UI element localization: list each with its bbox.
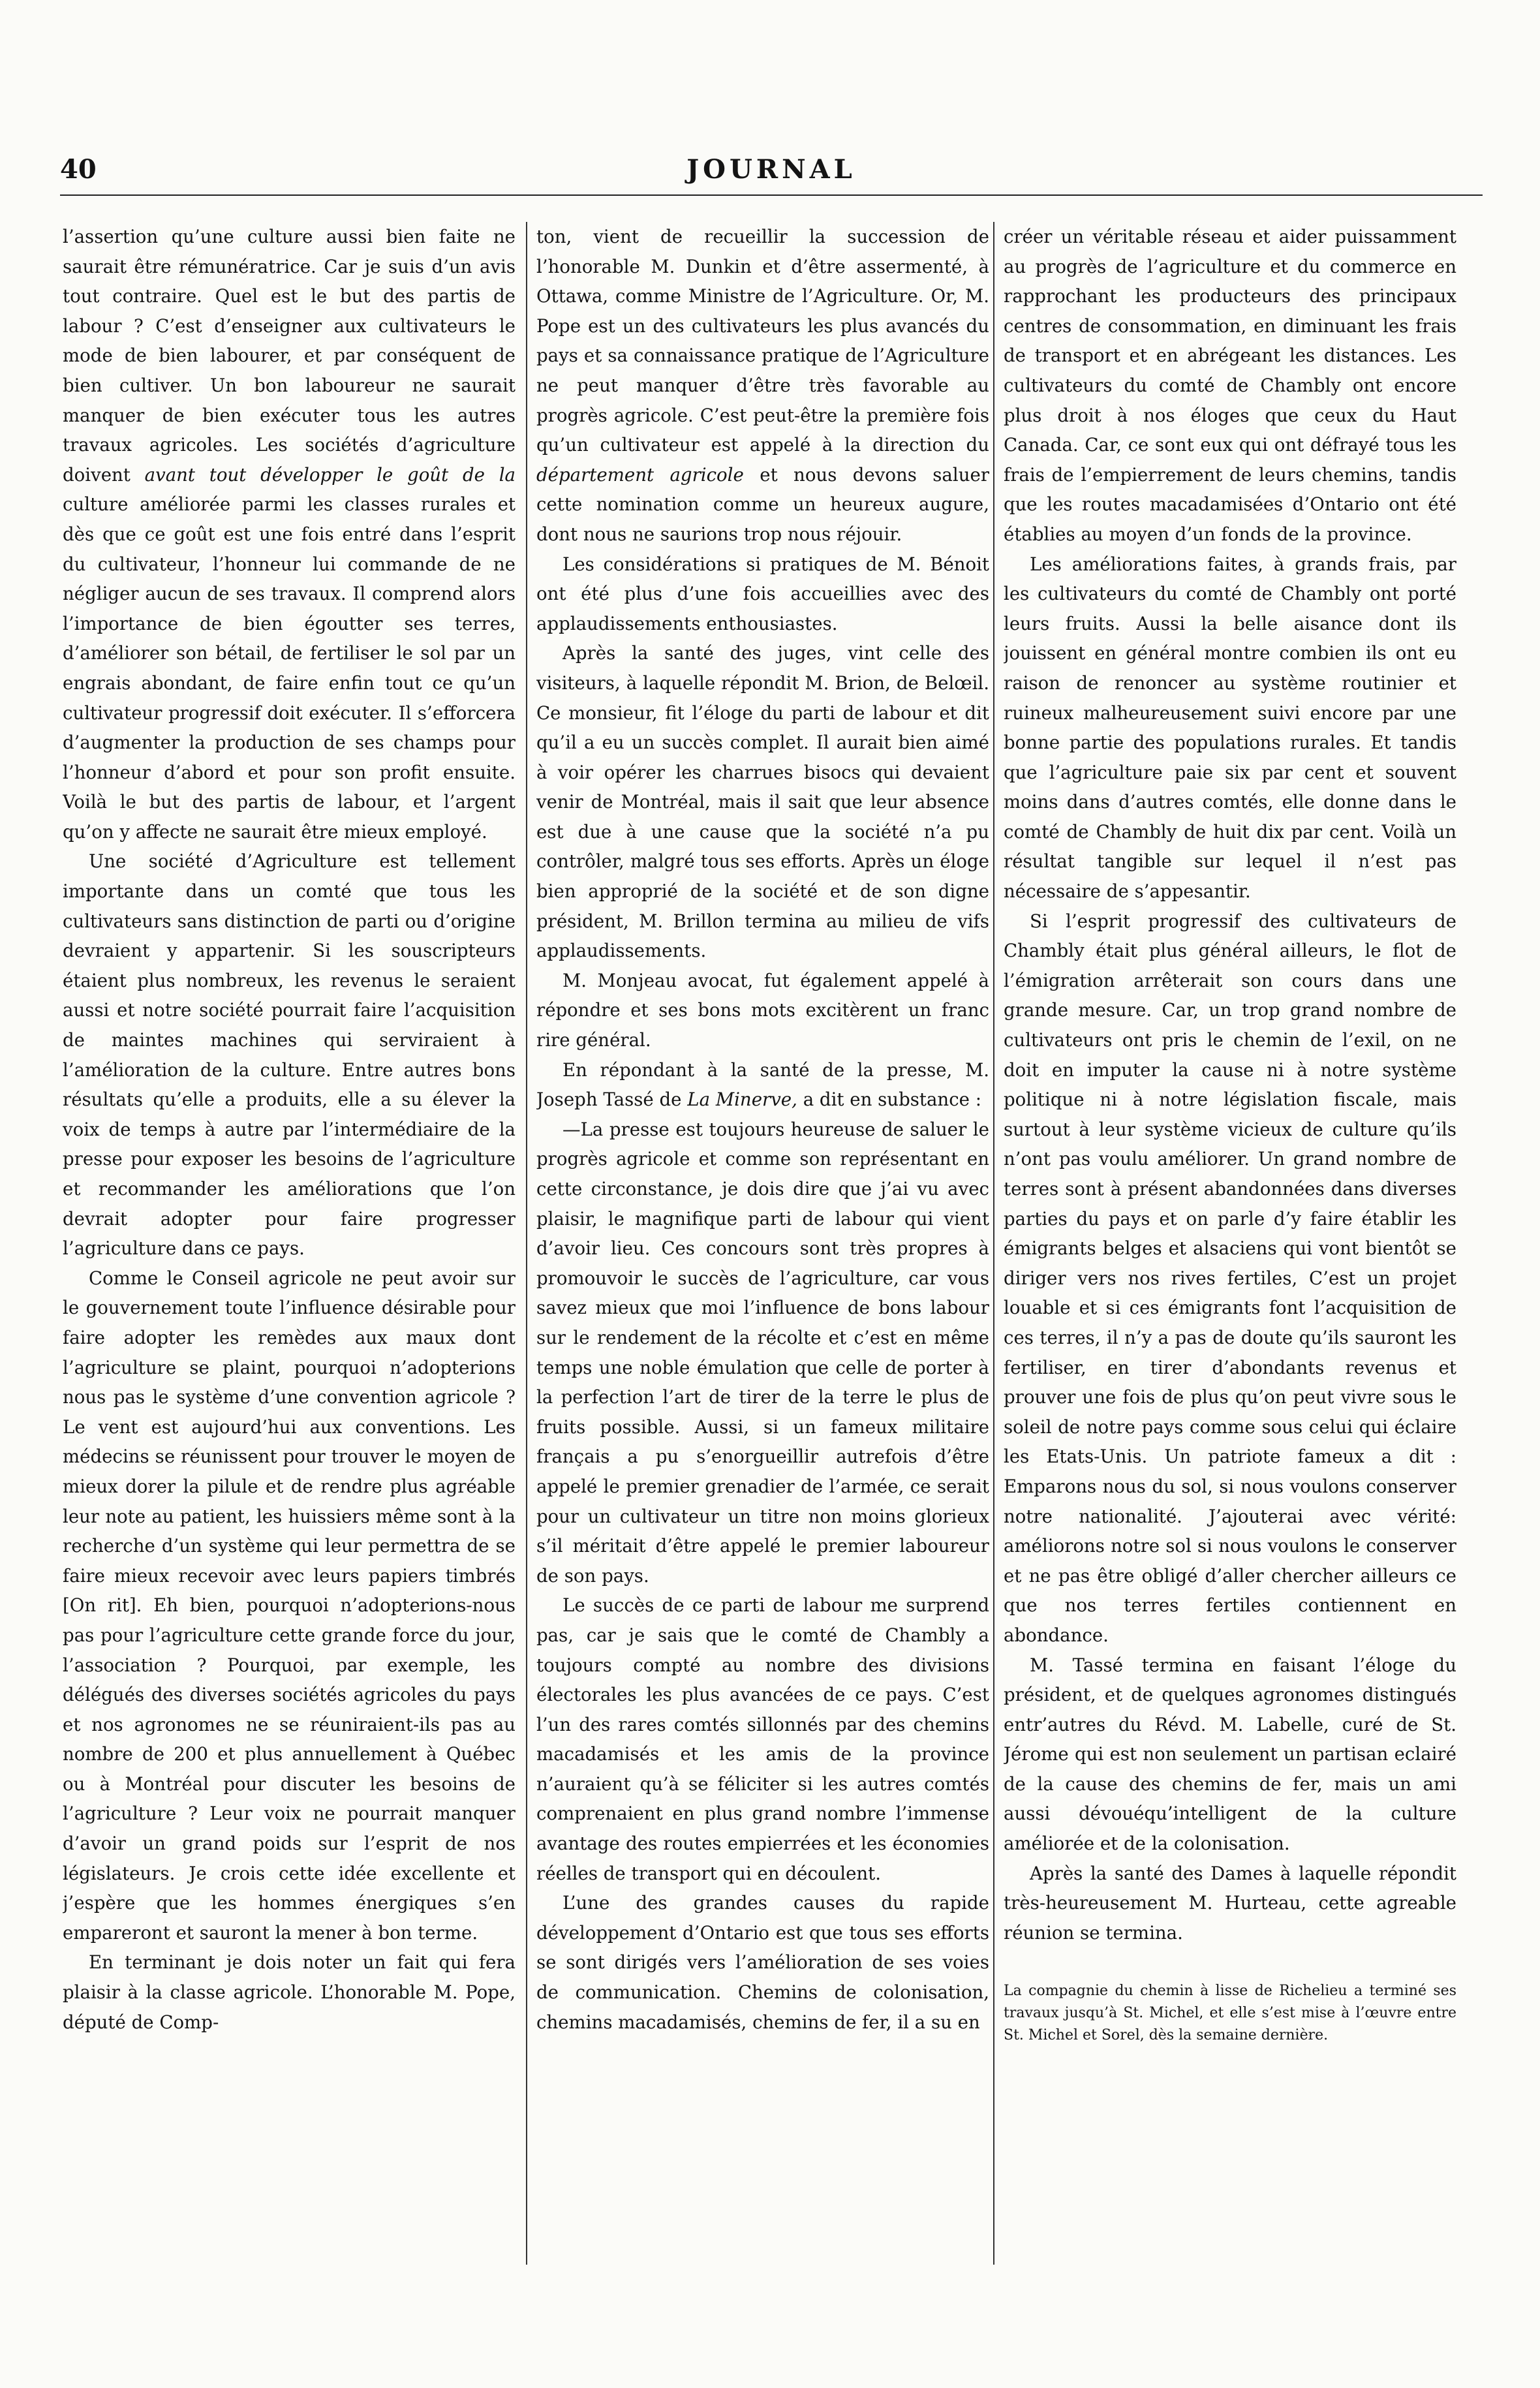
- paragraph: Comme le Conseil agricole ne peut avoir sur le gouvernement toute l’influence désirable pour faire adopter les remèdes aux maux dont l’agriculture se plaint, pourquoi n’adopterions nous pas le système d’une convention agricole ? Le vent est aujourd’hui aux conventions. Les médecins se réunissent pour trouver le moyen de mieux dorer la pilule et de rendre plus agréable leur note au patient, les huissiers même sont à la recherche d’un système qui leur permettra de se faire mieux recevoir avec leurs papiers timbrés [On rit]. Eh bien, pourquoi n’adopterions-nous pas pour l’agriculture cette grande force du jour, l’association ? Pourquoi, par exemple, les délégués des diverses sociétés agricoles du pays et nos agronomes ne se réuniraient-ils pas au nombre de 200 et plus annuellement à Québec ou à Montréal pour discuter les besoins de l’agriculture ? Leur voix ne pourrait manquer d’avoir un grand poids sur l’esprit de nos législateurs. Je crois cette idée excellente et j’espère que les hommes énergiques s’en empareront et sauront la mener à bon terme.: [63, 1267, 516, 1944]
- paragraph: L’une des grandes causes du rapide développement d’Ontario est que tous ses efforts se sont dirigés vers l’amélioration de ses voies de communication. Chemins de colonisation, chemins macadamisés, chemins de fer, il a su en: [536, 1892, 989, 2033]
- paragraph: Après la santé des juges, vint celle des visiteurs, à laquelle répondit M. Brion, de Belœil. Ce monsieur, fit l’éloge du parti de labour et dit qu’il a eu un succès complet. Il aurait bien aimé à voir opérer les charrues bisocs qui devaient venir de Montréal, mais il sait que leur absence est due à une cause que la société n’a pu contrôler, malgré tous ses efforts. Après un éloge bien approprié de la société et de son digne président, M. Brillon termina au milieu de vifs applaudissements.: [536, 642, 989, 962]
- paragraph: Après la santé des Dames à laquelle répondit très-heureusement M. Hurteau, cette agreable réunion se termina.: [1004, 1862, 1456, 1944]
- paragraph: Les considérations si pratiques de M. Bénoit ont été plus d’une fois accueillies avec des applaudissements enthousiastes.: [536, 553, 989, 634]
- paragraph: Les améliorations faites, à grands frais, par les cultivateurs du comté de Chambly ont porté leurs fruits. Aussi la belle aisance dont ils jouissent en général montre combien ils ont eu raison de renoncer au système routinier et ruineux malheureusement suivi encore par une bonne partie des populations rurales. Et tandis que l’agriculture paie six par cent et souvent moins dans d’autres comtés, elle donne dans le comté de Chambly de huit dix par cent. Voilà un résultat tangible sur lequel il n’est pas nécessaire de s’appesantir.: [1004, 553, 1456, 903]
- paragraph: M. Tassé termina en faisant l’éloge du président, et de quelques agronomes distingués entr’autres du Révd. M. Labelle, curé de St. Jérome qui est non seulement un partisan eclairé de la cause des chemins de fer, mais un ami aussi dévouéqu’intelligent de la culture améliorée et de la colonisation.: [1004, 1654, 1456, 1855]
- paragraph: M. Monjeau avocat, fut également appelé à répondre et ses bons mots excitèrent un franc rire général.: [536, 969, 989, 1051]
- paragraph: Le succès de ce parti de labour me surprend pas, car je sais que le comté de Chambly a toujours compté au nombre des divisions électorales les plus avancées de ce pays. C’est l’un des rares comtés sillonnés par des chemins macadamisés et les amis de la province n’auraient qu’à se féliciter si les autres comtés comprenaient en plus grand nombre l’immense avantage des routes empierrées et les économies réelles de transport qui en découlent.: [536, 1594, 989, 1884]
- paragraph: En terminant je dois noter un fait qui fera plaisir à la classe agricole. L’honorable M. Pope, député de Comp-: [63, 1951, 516, 2033]
- column-divider: [526, 222, 527, 2265]
- paragraph: ton, vient de recueillir la succession de l’honorable M. Dunkin et d’être assermenté, à Ottawa, comme Ministre de l’Agriculture. Or, M. Pope est un des cultivateurs les plus avancés du pays et sa connaissance pratique de l’Agriculture ne peut manquer d’être très favorable au progrès agricole. C’est peut-être la première fois qu’un cultivateur est appelé à la direction du département agricole et nous devons saluer cette nomination comme un heureux augure, dont nous ne saurions trop nous réjouir.: [536, 226, 989, 545]
- paragraph: Une société d’Agriculture est tellement importante dans un comté que tous les cultivateurs sans distinction de parti ou d’origine devraient y appartenir. Si les souscripteurs étaient plus nombreux, les revenus le seraient aussi et notre société pourrait faire l’acquisition de maintes machines qui serviraient à l’amélioration de la culture. Entre autres bons résultats qu’elle a produits, elle a su élever la voix de temps à autre par l’intermédiaire de la presse pour exposer les besoins de l’agriculture et recommander les améliorations que l’on devrait adopter pour faire progresser l’agriculture dans ce pays.: [63, 850, 516, 1260]
- news-note: La compagnie du chemin à lisse de Richelieu a terminé ses travaux jusqu’à St. Michel, et elle s’est mise à l’œuvre entre St. Michel et Sorel, dès la semaine dernière.: [1004, 1983, 1456, 2044]
- paragraph: créer un véritable réseau et aider puissamment au progrès de l’agriculture et du commerce en rapprochant les producteurs des principaux centres de consommation, en diminuant les frais de transport et en abrégeant les distances. Les cultivateurs du comté de Chambly ont encore plus droit à nos éloges que ceux du Haut Canada. Car, ce sont eux qui ont défrayé tous les frais de l’empierrement de leurs chemins, tandis que les routes macadamisées d’Ontario ont été établies au moyen d’un fonds de la province.: [1004, 226, 1456, 545]
- journal-title: JOURNAL: [686, 154, 856, 185]
- column-1: [63, 222, 516, 2291]
- page-number: 40: [60, 154, 97, 185]
- page-header: [60, 154, 1483, 193]
- header-rule: [60, 194, 1483, 196]
- column-2: [536, 222, 989, 2291]
- paragraph: —La presse est toujours heureuse de saluer le progrès agricole et comme son représentant en cette circonstance, je dois dire que j’ai vu avec plaisir, le magnifique parti de labour qui vient d’avoir lieu. Ces concours sont très propres à promouvoir le succès de l’agriculture, car vous savez mieux que moi l’influence de bons labour sur le rendement de la récolte et c’est en même temps une noble émulation que celle de porter à la perfection l’art de tirer de la terre le plus de fruits possible. Aussi, si un fameux militaire français a pu s’enorgueillir autrefois d’être appelé le premier grenadier de l’armée, ce serait pour un cultivateur un titre non moins glorieux s’il méritait d’être appelé le premier laboureur de son pays.: [536, 1118, 989, 1587]
- paragraph: En répondant à la santé de la presse, M. Joseph Tassé de La Minerve, a dit en substance :: [536, 1059, 989, 1111]
- column-3: [1004, 222, 1456, 2291]
- column-divider: [993, 222, 994, 2265]
- paragraph: l’assertion qu’une culture aussi bien faite ne saurait être rémunératrice. Car je suis d’un avis tout contraire. Quel est le but des partis de labour ? C’est d’enseigner aux cultivateurs le mode de bien labourer, et par conséquent de bien cultiver. Un bon laboureur ne saurait manquer de bien exécuter tous les autres travaux agricoles. Les sociétés d’agriculture doivent avant tout développer le goût de la culture améliorée parmi les classes rurales et dès que ce goût est une fois entré dans l’esprit du cultivateur, l’honneur lui commande de ne négliger aucun de ses travaux. Il comprend alors l’importance de bien égoutter ses terres, d’améliorer son bétail, de fertiliser le sol par un engrais abondant, de faire enfin tout ce qu’un cultivateur progressif doit exécuter. Il s’efforcera d’augmenter la production de ses champs pour l’honneur d’abord et pour son profit ensuite. Voilà le but des partis de labour, et l’argent qu’on y affecte ne saurait être mieux employé.: [63, 226, 516, 843]
- paragraph: Si l’esprit progressif des cultivateurs de Chambly était plus général ailleurs, le flot de l’émigration arrêterait son cours dans une grande mesure. Car, un trop grand nombre de cultivateurs ont pris le chemin de l’exil, on ne doit en imputer la cause ni à notre système politique ni à notre législation fiscale, mais surtout à leur système vicieux de culture qu’ils n’ont pas voulu améliorer. Un grand nombre de terres sont à présent abandonnées dans diverses parties du pays et on parle d’y faire établir les émigrants belges et alsaciens qui vont bientôt se diriger vers nos rives fertiles, C’est un projet louable et si ces émigrants font l’acquisition de ces terres, il n’y a pas de doute qu’ils sauront les fertiliser, en tirer d’abondants revenus et prouver une fois de plus qu’on peut vivre sous le soleil de notre pays comme sous celui qui éclaire les Etats-Unis. Un patriote fameux a dit : Emparons nous du sol, si nous voulons conserver notre nationalité. J’ajouterai avec vérité: améliorons notre sol si nous voulons le conserver et ne pas être obligé d’aller chercher ailleurs ce que nos terres fertiles contiennent en abondance.: [1004, 910, 1456, 1646]
